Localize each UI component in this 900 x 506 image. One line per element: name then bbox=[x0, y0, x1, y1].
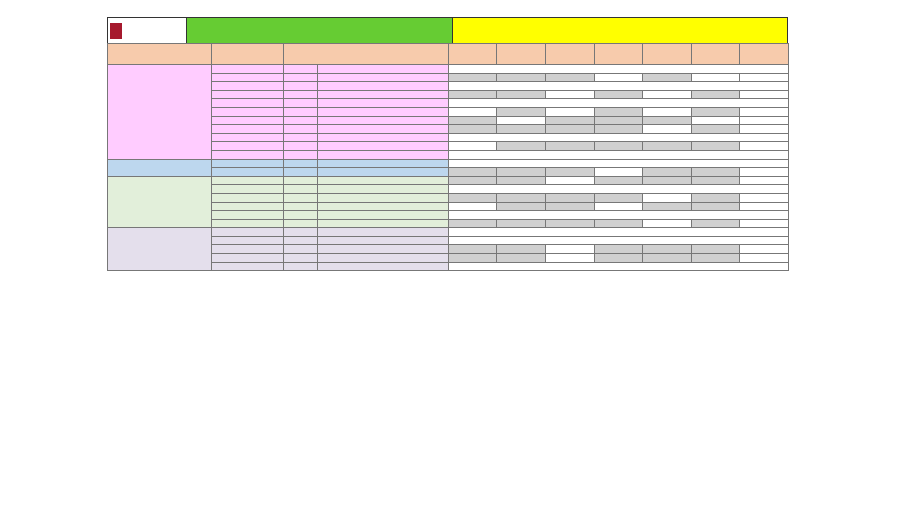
empty-slot-cell bbox=[643, 168, 692, 177]
specialty-cell bbox=[108, 65, 212, 160]
subspecialty-cell bbox=[212, 142, 284, 151]
empty-slot-cell bbox=[643, 254, 692, 263]
doctor-name-cn bbox=[284, 142, 318, 151]
empty-slot-cell bbox=[692, 254, 740, 263]
empty-slot-cell bbox=[497, 142, 546, 151]
time-slot-cell bbox=[595, 73, 643, 82]
doctor-name-cn bbox=[284, 245, 318, 254]
empty-slot-cell bbox=[740, 245, 789, 254]
empty-slot-cell bbox=[595, 125, 643, 134]
time-slot-cell bbox=[546, 90, 595, 99]
subspecialty-cell bbox=[212, 228, 284, 237]
by-appointment-cell bbox=[449, 99, 789, 108]
empty-slot-cell bbox=[449, 73, 497, 82]
doctor-name-en bbox=[318, 262, 449, 271]
schedule-header bbox=[107, 17, 788, 43]
doctor-name-cn bbox=[284, 254, 318, 263]
doctor-name-cn bbox=[284, 99, 318, 108]
doctor-name-en bbox=[318, 133, 449, 142]
empty-slot-cell bbox=[497, 245, 546, 254]
subspecialty-cell bbox=[212, 82, 284, 91]
doctor-name-cn bbox=[284, 211, 318, 220]
time-slot-cell bbox=[643, 219, 692, 228]
empty-slot-cell bbox=[546, 202, 595, 211]
empty-slot-cell bbox=[497, 73, 546, 82]
subspecialty-cell bbox=[212, 176, 284, 185]
doctor-name-en bbox=[318, 211, 449, 220]
empty-slot-cell bbox=[740, 254, 789, 263]
empty-slot-cell bbox=[449, 90, 497, 99]
time-slot-cell bbox=[595, 168, 643, 177]
empty-slot-cell bbox=[692, 245, 740, 254]
subspecialty-cell bbox=[212, 133, 284, 142]
column-header-row bbox=[108, 44, 789, 65]
schedule-body bbox=[108, 65, 789, 271]
by-appointment-cell bbox=[449, 262, 789, 271]
by-appointment-cell bbox=[449, 236, 789, 245]
empty-slot-cell bbox=[643, 245, 692, 254]
empty-slot-cell bbox=[740, 168, 789, 177]
doctor-name-en bbox=[318, 99, 449, 108]
empty-slot-cell bbox=[740, 107, 789, 116]
day-header-wed bbox=[546, 44, 595, 65]
subspecialty-cell bbox=[212, 150, 284, 159]
subspecialty-cell bbox=[212, 262, 284, 271]
specialty-cell bbox=[108, 159, 212, 176]
time-slot-cell bbox=[546, 176, 595, 185]
time-slot-cell bbox=[497, 116, 546, 125]
empty-slot-cell bbox=[692, 202, 740, 211]
empty-slot-cell bbox=[595, 193, 643, 202]
empty-slot-cell bbox=[595, 176, 643, 185]
doctor-name-en bbox=[318, 168, 449, 177]
doctor-name-cn bbox=[284, 185, 318, 194]
subspecialty-cell bbox=[212, 65, 284, 74]
doctor-name-en bbox=[318, 82, 449, 91]
empty-slot-cell bbox=[497, 219, 546, 228]
empty-slot-cell bbox=[692, 193, 740, 202]
by-appointment-cell bbox=[449, 133, 789, 142]
specialty-column-header bbox=[108, 44, 212, 65]
doctor-name-en bbox=[318, 185, 449, 194]
doctor-name-en bbox=[318, 65, 449, 74]
time-slot-cell bbox=[449, 202, 497, 211]
doctor-name-cn bbox=[284, 82, 318, 91]
time-slot-cell bbox=[643, 90, 692, 99]
hospital-crest-icon bbox=[110, 23, 122, 39]
empty-slot-cell bbox=[497, 90, 546, 99]
doctor-name-cn bbox=[284, 193, 318, 202]
day-header-tue bbox=[497, 44, 546, 65]
hospital-logo bbox=[108, 18, 187, 43]
empty-slot-cell bbox=[692, 125, 740, 134]
doctor-name-cn bbox=[284, 228, 318, 237]
doctor-name-en bbox=[318, 159, 449, 168]
please-book-cell bbox=[449, 228, 789, 237]
by-appointment-cell bbox=[449, 185, 789, 194]
empty-slot-cell bbox=[497, 176, 546, 185]
doctor-name-en bbox=[318, 202, 449, 211]
subspecialty-cell bbox=[212, 99, 284, 108]
doctor-name-en bbox=[318, 73, 449, 82]
subspecialty-cell bbox=[212, 159, 284, 168]
empty-slot-cell bbox=[692, 90, 740, 99]
empty-slot-cell bbox=[546, 116, 595, 125]
doctor-row bbox=[108, 228, 789, 237]
empty-slot-cell bbox=[643, 176, 692, 185]
empty-slot-cell bbox=[595, 219, 643, 228]
doctor-name-en bbox=[318, 176, 449, 185]
doctor-name-en bbox=[318, 193, 449, 202]
empty-slot-cell bbox=[595, 254, 643, 263]
doctor-name-cn bbox=[284, 219, 318, 228]
doctor-name-cn bbox=[284, 133, 318, 142]
doctor-row bbox=[108, 65, 789, 74]
time-slot-cell bbox=[449, 142, 497, 151]
specialty-cell bbox=[108, 228, 212, 271]
empty-slot-cell bbox=[497, 193, 546, 202]
doctor-row bbox=[108, 176, 789, 185]
empty-slot-cell bbox=[692, 176, 740, 185]
empty-slot-cell bbox=[546, 168, 595, 177]
subspecialty-cell bbox=[212, 219, 284, 228]
time-slot-cell bbox=[643, 125, 692, 134]
doctor-name-en bbox=[318, 125, 449, 134]
subspecialty-cell bbox=[212, 254, 284, 263]
empty-slot-cell bbox=[449, 219, 497, 228]
empty-slot-cell bbox=[740, 125, 789, 134]
doctor-name-cn bbox=[284, 90, 318, 99]
time-slot-cell bbox=[546, 107, 595, 116]
subspecialty-cell bbox=[212, 193, 284, 202]
time-slot-cell bbox=[449, 107, 497, 116]
time-slot-cell bbox=[643, 107, 692, 116]
empty-slot-cell bbox=[643, 142, 692, 151]
empty-slot-cell bbox=[546, 73, 595, 82]
by-appointment-cell bbox=[449, 150, 789, 159]
clinic-title bbox=[187, 18, 453, 43]
doctor-name-en bbox=[318, 254, 449, 263]
subspecialty-cell bbox=[212, 125, 284, 134]
subspecialty-cell bbox=[212, 236, 284, 245]
day-header-sat bbox=[692, 44, 740, 65]
empty-slot-cell bbox=[595, 142, 643, 151]
empty-slot-cell bbox=[497, 254, 546, 263]
doctor-column-header bbox=[284, 44, 449, 65]
subspecialty-column-header bbox=[212, 44, 284, 65]
empty-slot-cell bbox=[595, 107, 643, 116]
subspecialty-cell bbox=[212, 107, 284, 116]
empty-slot-cell bbox=[449, 193, 497, 202]
by-appointment-cell bbox=[449, 159, 789, 168]
empty-slot-cell bbox=[643, 202, 692, 211]
empty-slot-cell bbox=[740, 90, 789, 99]
time-slot-cell bbox=[692, 116, 740, 125]
time-slot-cell bbox=[595, 202, 643, 211]
day-header-mon bbox=[449, 44, 497, 65]
empty-slot-cell bbox=[740, 202, 789, 211]
doctor-name-cn bbox=[284, 65, 318, 74]
empty-slot-cell bbox=[546, 219, 595, 228]
subspecialty-cell bbox=[212, 202, 284, 211]
doctor-name-en bbox=[318, 90, 449, 99]
empty-slot-cell bbox=[595, 245, 643, 254]
specialty-cell bbox=[108, 176, 212, 228]
empty-slot-cell bbox=[692, 107, 740, 116]
doctor-name-en bbox=[318, 245, 449, 254]
clinic-schedule-sheet bbox=[107, 17, 788, 271]
day-header-thur bbox=[595, 44, 643, 65]
day-header-sun bbox=[740, 44, 789, 65]
doctor-name-en bbox=[318, 142, 449, 151]
empty-slot-cell bbox=[595, 116, 643, 125]
doctor-name-cn bbox=[284, 236, 318, 245]
empty-slot-cell bbox=[740, 193, 789, 202]
empty-slot-cell bbox=[740, 219, 789, 228]
empty-slot-cell bbox=[692, 142, 740, 151]
by-appointment-cell bbox=[449, 82, 789, 91]
empty-slot-cell bbox=[643, 116, 692, 125]
doctor-name-en bbox=[318, 150, 449, 159]
empty-slot-cell bbox=[497, 125, 546, 134]
doctor-name-cn bbox=[284, 150, 318, 159]
empty-slot-cell bbox=[546, 142, 595, 151]
empty-slot-cell bbox=[546, 125, 595, 134]
empty-slot-cell bbox=[449, 125, 497, 134]
doctor-name-cn bbox=[284, 73, 318, 82]
empty-slot-cell bbox=[497, 202, 546, 211]
booking-hotline bbox=[453, 18, 787, 43]
doctor-name-cn bbox=[284, 168, 318, 177]
empty-slot-cell bbox=[595, 90, 643, 99]
schedule-table bbox=[107, 43, 789, 271]
time-slot-cell bbox=[643, 193, 692, 202]
doctor-name-en bbox=[318, 236, 449, 245]
time-slot-cell bbox=[546, 245, 595, 254]
subspecialty-cell bbox=[212, 185, 284, 194]
doctor-row bbox=[108, 159, 789, 168]
doctor-name-cn bbox=[284, 107, 318, 116]
day-header-fri bbox=[643, 44, 692, 65]
doctor-name-en bbox=[318, 116, 449, 125]
empty-slot-cell bbox=[643, 73, 692, 82]
subspecialty-cell bbox=[212, 211, 284, 220]
empty-slot-cell bbox=[692, 168, 740, 177]
subspecialty-cell bbox=[212, 245, 284, 254]
doctor-name-cn bbox=[284, 125, 318, 134]
subspecialty-cell bbox=[212, 168, 284, 177]
empty-slot-cell bbox=[449, 168, 497, 177]
doctor-name-en bbox=[318, 107, 449, 116]
time-slot-cell bbox=[546, 254, 595, 263]
doctor-name-cn bbox=[284, 116, 318, 125]
empty-slot-cell bbox=[449, 176, 497, 185]
subspecialty-cell bbox=[212, 116, 284, 125]
empty-slot-cell bbox=[546, 193, 595, 202]
empty-slot-cell bbox=[449, 254, 497, 263]
empty-slot-cell bbox=[740, 142, 789, 151]
empty-slot-cell bbox=[692, 219, 740, 228]
doctor-name-cn bbox=[284, 262, 318, 271]
empty-slot-cell bbox=[497, 168, 546, 177]
by-appointment-cell bbox=[449, 65, 789, 74]
doctor-name-en bbox=[318, 219, 449, 228]
empty-slot-cell bbox=[497, 107, 546, 116]
doctor-name-en bbox=[318, 228, 449, 237]
by-appointment-cell bbox=[449, 211, 789, 220]
empty-slot-cell bbox=[449, 245, 497, 254]
empty-slot-cell bbox=[449, 116, 497, 125]
empty-slot-cell bbox=[740, 73, 789, 82]
empty-slot-cell bbox=[740, 116, 789, 125]
doctor-name-cn bbox=[284, 159, 318, 168]
doctor-name-cn bbox=[284, 202, 318, 211]
subspecialty-cell bbox=[212, 90, 284, 99]
time-slot-cell bbox=[692, 73, 740, 82]
doctor-name-cn bbox=[284, 176, 318, 185]
empty-slot-cell bbox=[740, 176, 789, 185]
subspecialty-cell bbox=[212, 73, 284, 82]
